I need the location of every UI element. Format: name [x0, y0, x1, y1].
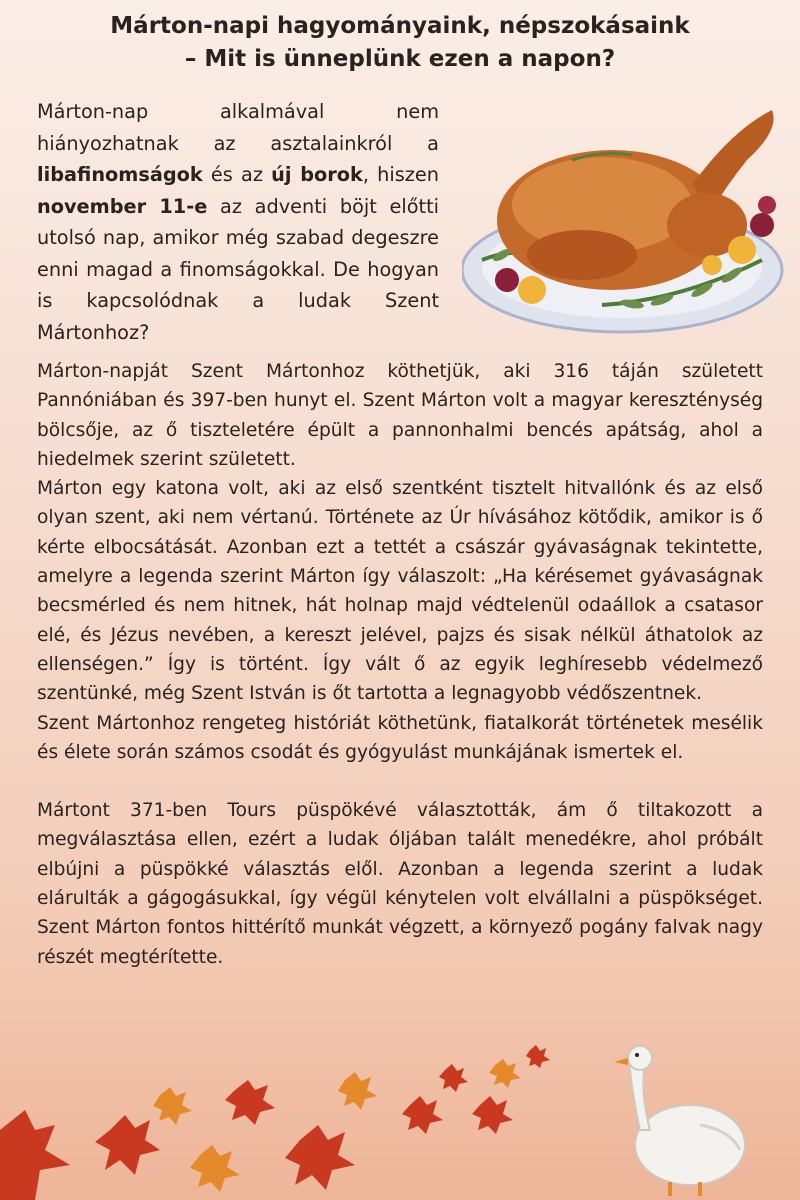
- paragraph-soldier: Márton egy katona volt, aki az első szentként tisztelt hitvallónk és az első olyan szent, aki nem vértanú. Története az Úr hívásához kötődik, amikor is ő kérte elbocsátását. Azonban ezt a tettét a császár gyávaságnak tekintette, amelyre a legenda szerint Márton így válaszolt: „Ha kérésemet gyávaságnak becsmérled és nem hitnek, hát holnap majd védtelenül odaállok a csatasor elé, és Jézus nevében, a kereszt jelével, pajzs és sisak nélkül áthatolok az ellenségen.” Így is történt. Így vált ő az egyik leghíresebb védelmező szentünké, még Szent István is őt tartotta a legnagyobb védőszentnek.: [37, 478, 763, 705]
- main-text: [37, 357, 763, 972]
- title-line-2: – Mit is ünneplünk ezen a napon?: [184, 46, 616, 72]
- page-title: [0, 10, 800, 76]
- intro-text-3: , hiszen: [362, 163, 439, 186]
- intro-text-1: Márton-nap alkalmával nem hiányozhatnak az asztalainkról a: [37, 100, 439, 155]
- paragraph-tours: Mártont 371-ben Tours püspökévé választották, ám ő tiltakozott a megválasztása ellen, ezért a ludak óljában talált menedékre, ahol próbált elbújni a püspökké választás elől. Azonban a legenda szerint a ludak elárulták a gágogásukkal, így végül kénytelen volt elvállalni a püspökséget. Szent Márton fontos hittérítő munkát végzett, a környező pogány falvak nagy részét megtérítette.: [37, 800, 763, 968]
- title-line-1: Márton-napi hagyományaink, népszokásaink: [110, 13, 690, 39]
- white-goose-illustration: [614, 1046, 745, 1196]
- roast-goose-platter-illustration: [462, 90, 800, 350]
- paragraph-origin: Márton-napját Szent Mártonhoz köthetjük, aki 316 táján született Pannóniában és 397-ben hunyt el. Szent Márton volt a magyar kereszténység bölcsője, az ő tiszteletére épült a pannonhalmi bencés apátság, ahol a hiedelmek szerint született.: [37, 361, 763, 470]
- paragraph-stories: Szent Mártonhoz rengeteg históriát köthetünk, fiatalkorát történetek mesélik és élete során számos csodát és gyógyulást munkájának ismertek el.: [37, 712, 763, 763]
- intro-paragraph: [37, 96, 439, 348]
- intro-bold-date: november 11-e: [37, 194, 208, 218]
- intro-text-4: az adventi böjt előtti utolsó nap, amikor még szabad degeszre enni magad a finomságokkal. De hogyan is kapcsolódnak a ludak Szent Mártonhoz?: [37, 194, 439, 344]
- intro-text-2: és az: [202, 163, 272, 186]
- intro-bold-borok: új borok: [271, 163, 363, 186]
- intro-bold-liba: libafinomságok: [37, 163, 203, 186]
- autumn-leaves-illustration: [0, 1030, 800, 1200]
